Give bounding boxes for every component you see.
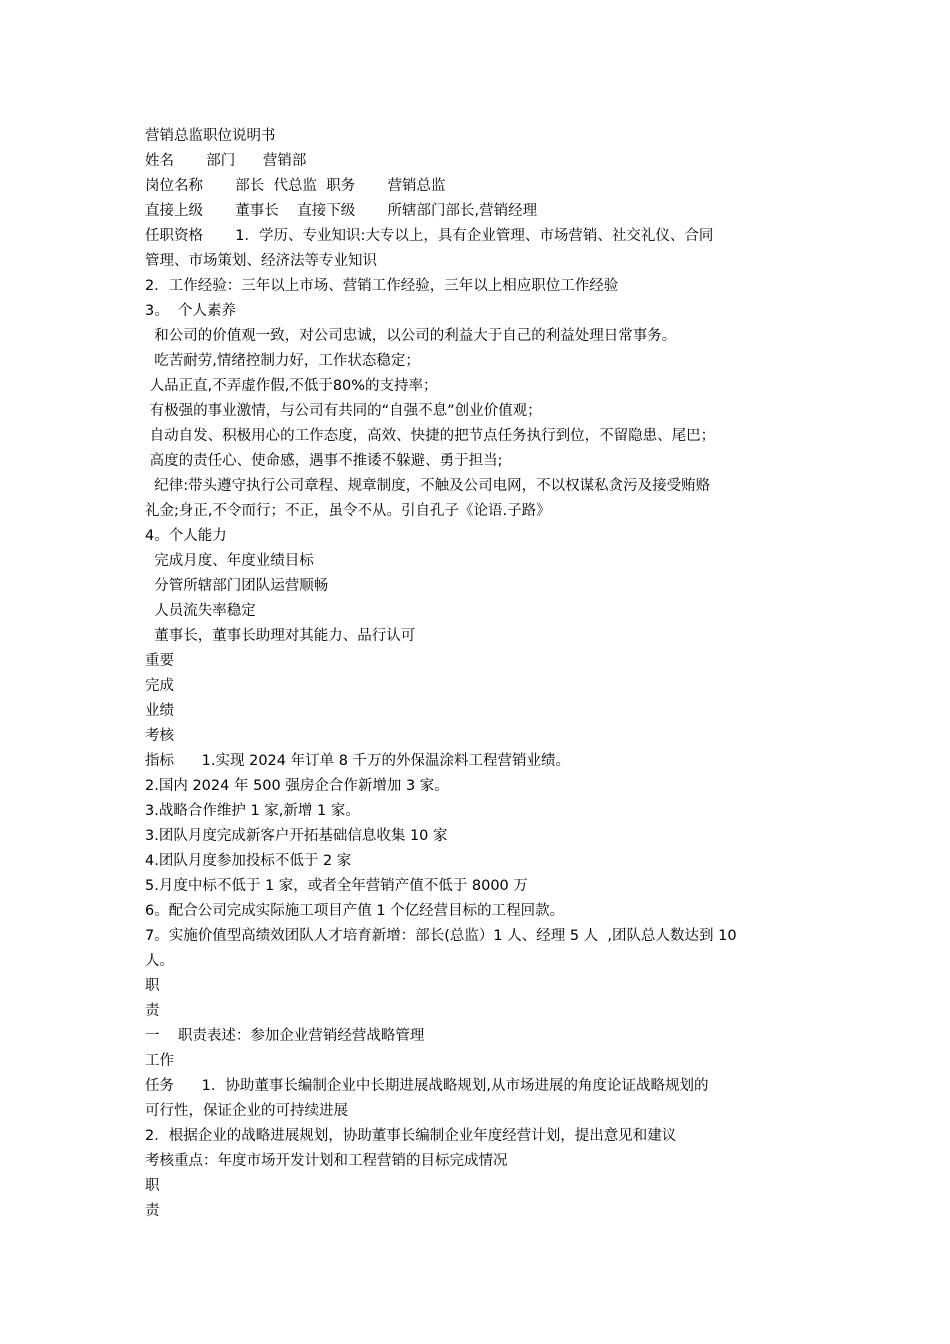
document-title: 营销总监职位说明书: [145, 128, 276, 144]
text-line: 职: [145, 1178, 160, 1194]
text-line: 吃苦耐劳,情绪控制力好，工作状态稳定；: [145, 353, 420, 369]
text-line: 姓名 部门 营销部: [145, 153, 307, 169]
text-line: 和公司的价值观一致，对公司忠诚，以公司的利益大于自己的利益处理日常事务。: [145, 328, 677, 344]
text-line: 任职资格 1．学历、专业知识:大专以上，具有企业管理、市场营销、社交礼仪、合同: [145, 228, 714, 244]
text-line: 高度的责任心、使命感，遇事不推诿不躲避、勇于担当;: [145, 453, 503, 469]
text-line: 完成: [145, 678, 174, 694]
text-line: 责: [145, 1003, 160, 1019]
text-line: 3.团队月度完成新客户开拓基础信息收集 10 家: [145, 828, 448, 844]
text-line: 3。 个人素养: [145, 303, 236, 319]
text-line: 重要: [145, 653, 174, 669]
text-line: 纪律:带头遵守执行公司章程、规章制度，不触及公司电网，不以权谋私贪污及接受贿赂: [145, 478, 711, 494]
text-line: 业绩: [145, 703, 174, 719]
text-line: 责: [145, 1203, 160, 1219]
text-line: 考核: [145, 728, 174, 744]
text-line: 人品正直,不弄虚作假,不低于80%的支持率；: [145, 378, 438, 394]
text-line: 2．根据企业的战略进展规划，协助董事长编制企业年度经营计划，提出意见和建议: [145, 1128, 677, 1144]
text-line: 4。个人能力: [145, 528, 227, 544]
text-line: 自动自发、积极用心的工作态度，高效、快捷的把节点任务执行到位，不留隐患、尾巴；: [145, 428, 716, 444]
text-line: 有极强的事业激情，与公司有共同的“自强不息”创业价值观；: [145, 403, 542, 419]
text-line: 4.团队月度参加投标不低于 2 家: [145, 853, 352, 869]
text-line: 2.国内 2024 年 500 强房企合作新增加 3 家。: [145, 778, 449, 794]
text-line: 人。: [145, 953, 174, 969]
text-line: 直接上级 董事长 直接下级 所辖部门部长,营销经理: [145, 203, 538, 219]
text-line: 任务 1．协助董事长编制企业中长期进展战略规划,从市场进展的角度论证战略规划的: [145, 1078, 709, 1094]
text-line: 6。配合公司完成实际施工项目产值 1 个亿经营目标的工程回款。: [145, 903, 565, 919]
text-line: 指标 1.实现 2024 年订单 8 千万的外保温涂料工程营销业绩。: [145, 753, 571, 769]
text-line: 5.月度中标不低于 1 家，或者全年营销产值不低于 8000 万: [145, 878, 528, 894]
text-line: 职: [145, 978, 160, 994]
text-line: 一 职责表述：参加企业营销经营战略管理: [145, 1028, 425, 1044]
text-line: 董事长，董事长助理对其能力、品行认可: [145, 628, 416, 644]
text-line: 可行性，保证企业的可持续进展: [145, 1103, 348, 1119]
text-line: 岗位名称 部长 代总监 职务 营销总监: [145, 178, 446, 194]
text-line: 礼金;身正,不令而行；不正，虽令不从。引自孔子《论语.子路》: [145, 503, 551, 519]
text-line: 工作: [145, 1053, 174, 1069]
text-line: 考核重点：年度市场开发计划和工程营销的目标完成情况: [145, 1153, 508, 1169]
text-line: 分管所辖部门团队运营顺畅: [145, 578, 329, 594]
document-body: [145, 124, 825, 1224]
text-line: 3.战略合作维护 1 家,新增 1 家。: [145, 803, 360, 819]
text-line: 完成月度、年度业绩目标: [145, 553, 314, 569]
text-line: 2．工作经验：三年以上市场、营销工作经验，三年以上相应职位工作经验: [145, 278, 619, 294]
text-line: 人员流失率稳定: [145, 603, 256, 619]
text-line: 管理、市场策划、经济法等专业知识: [145, 253, 377, 269]
text-line: 7。实施价值型高绩效团队人才培育新增：部长(总监）1 人、经理 5 人 ,团队总人数达到 10: [145, 928, 737, 944]
